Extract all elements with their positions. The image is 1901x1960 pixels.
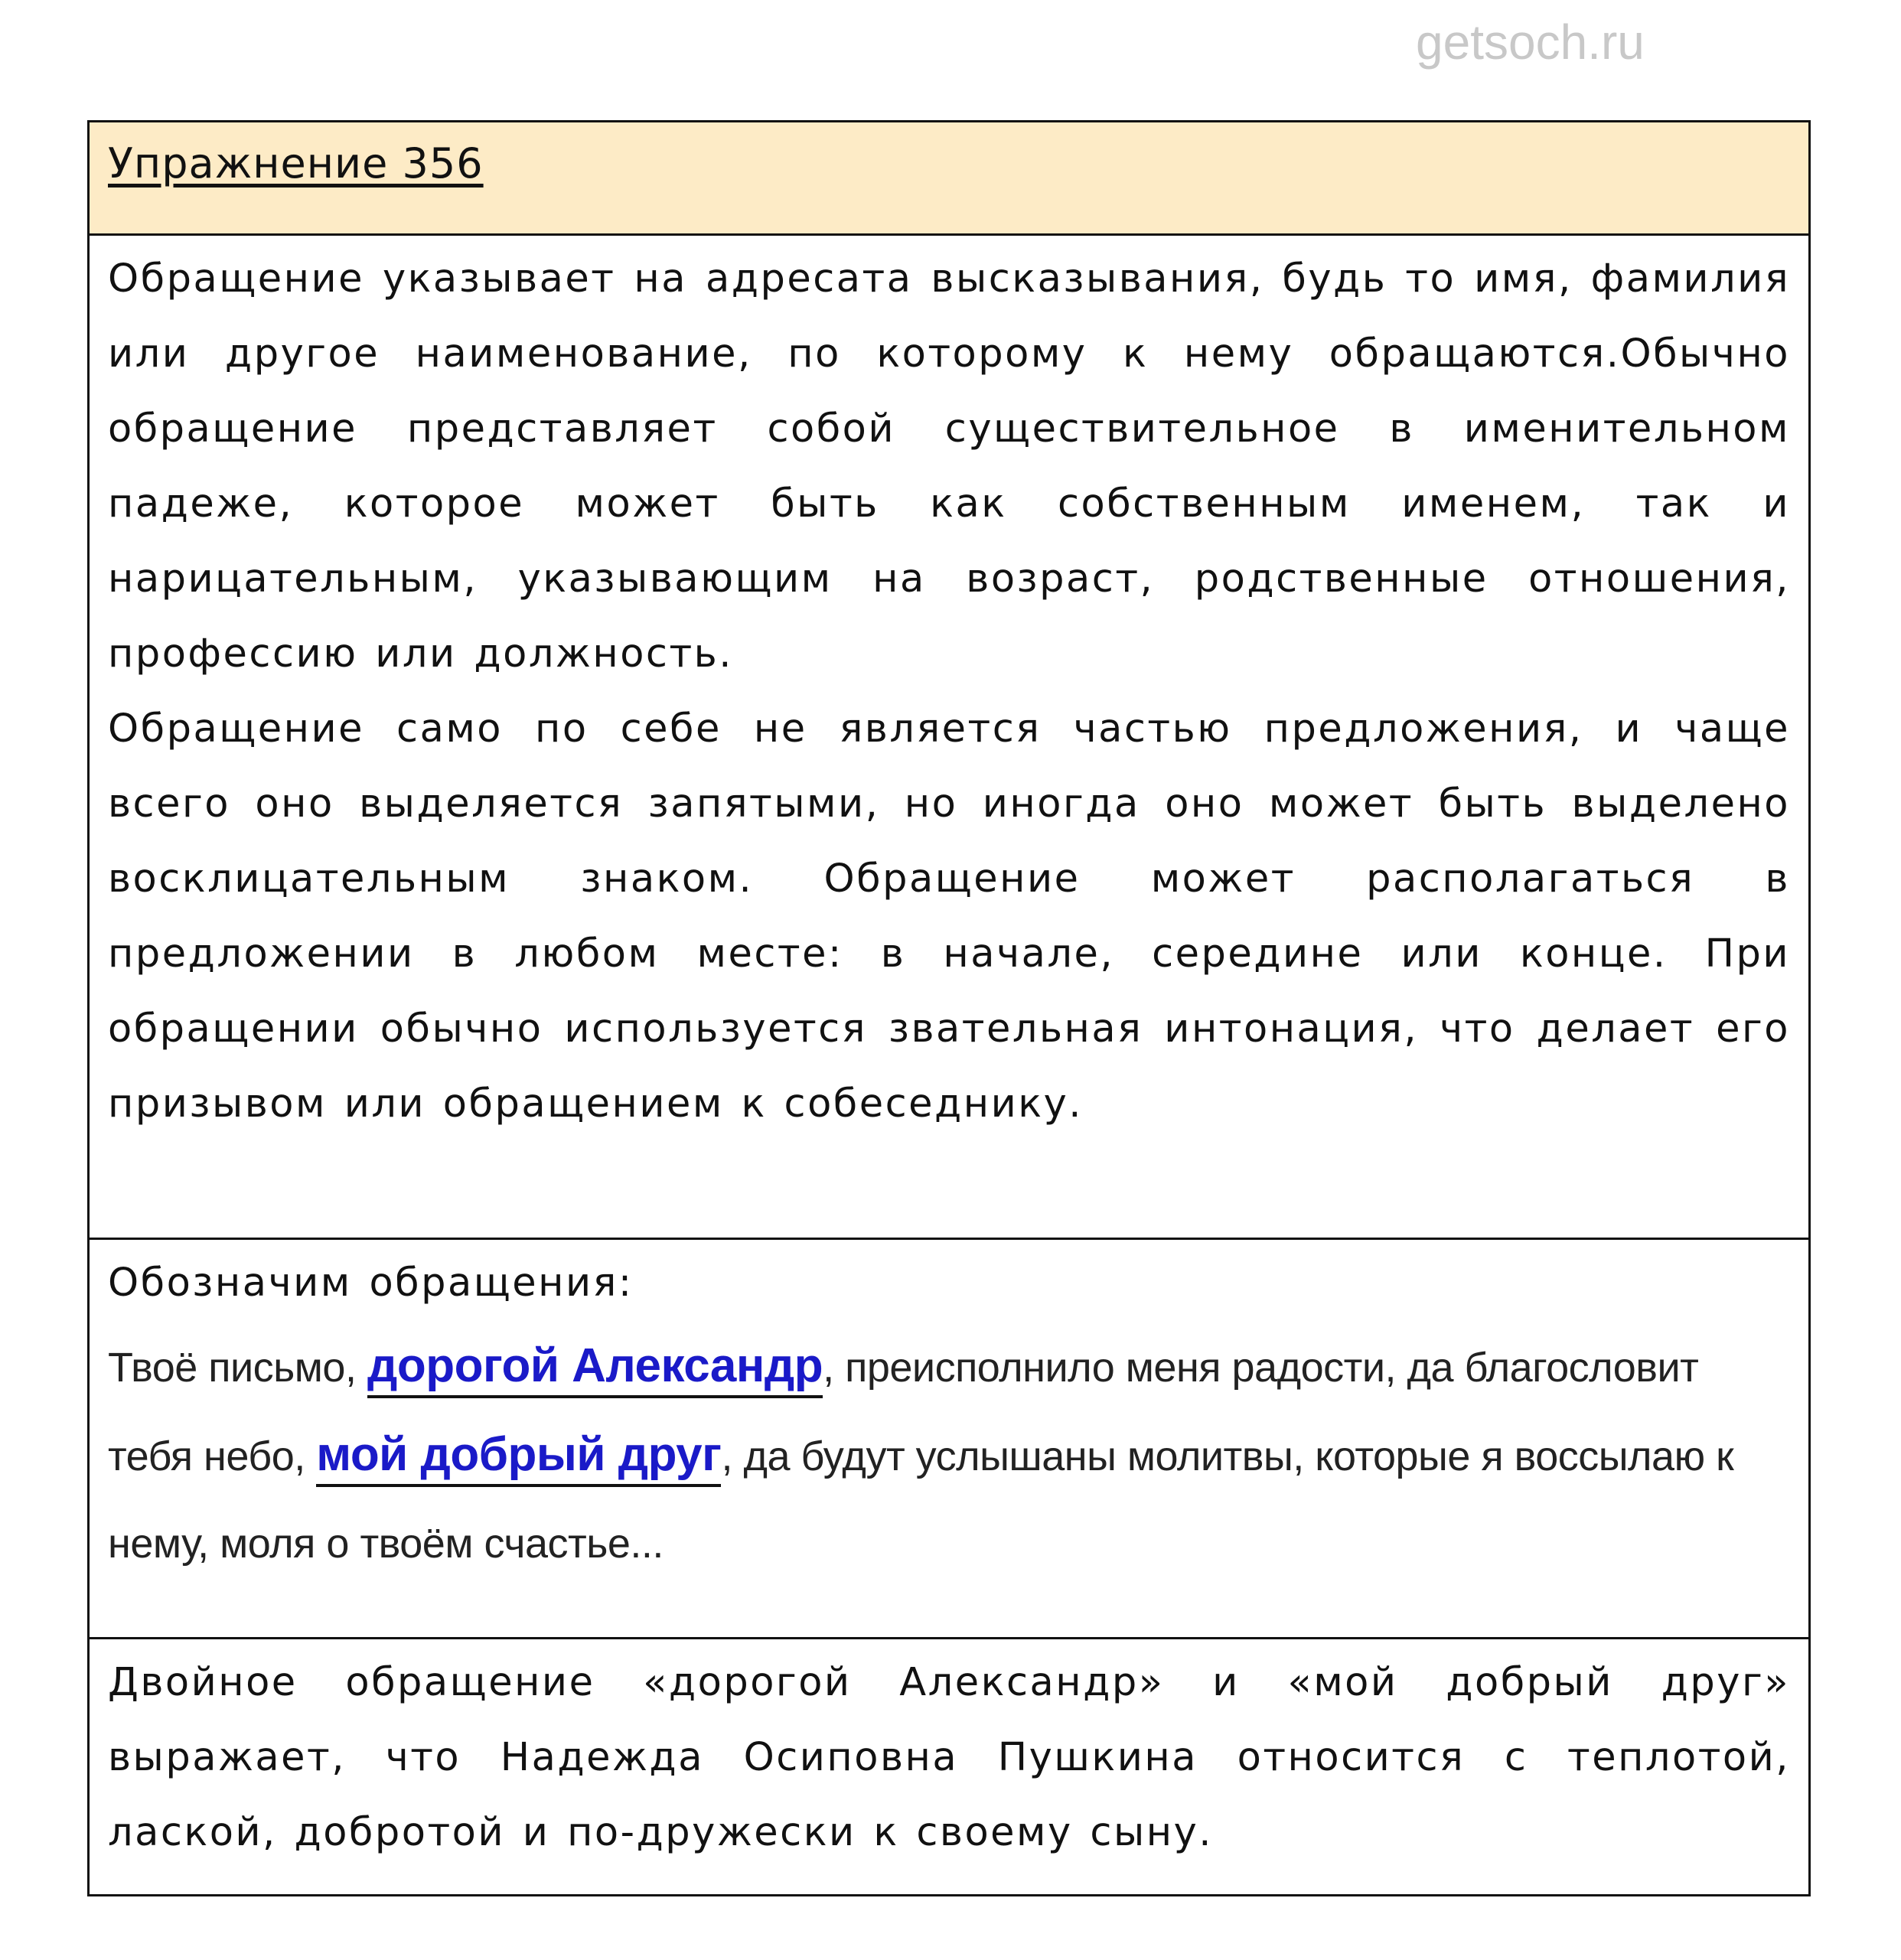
explanation-paragraph-1: Обращение указывает на адресата высказывания, будь то имя, фамилия или другое наименование, по которому к нему обращаются.Обычно обращение представляет собой существительное в именительном падеже, которое может быть как собственным именем, так и нарицательным, указывающим на возраст, родственные отношения, профессию или должность. xyxy=(108,256,1790,677)
marking-cell xyxy=(90,1238,1808,1637)
exercise-title: Упражнение 356 xyxy=(108,139,484,188)
exercise-table xyxy=(87,120,1811,1896)
explanation-paragraph-2: Обращение само по себе не является частью предложения, и чаще всего оно выделяется запятыми, но иногда оно может быть выделено восклицательным знаком. Обращение может располагаться в предложении в любом месте: в начале, середине или конце. При обращении обычно используется звательная интонация, что делает его призывом или обращением к собеседнику. xyxy=(108,706,1790,1127)
explanation-cell xyxy=(90,233,1808,1238)
address-highlight: мой добрый друг xyxy=(316,1428,721,1487)
watermark: getsoch.ru xyxy=(1416,15,1645,70)
marking-intro: Обозначим обращения: xyxy=(108,1260,634,1306)
conclusion-cell xyxy=(90,1637,1808,1894)
quote-text xyxy=(108,1322,1790,1587)
address-highlight: дорогой Александр xyxy=(367,1339,823,1398)
exercise-header xyxy=(90,122,1808,233)
quote-part: , да будут услышаны молитвы, которые я воссылаю к нему, моля о твоём счастье... xyxy=(108,1433,1734,1567)
quote-part: , преисполнило меня радости, да благословит тебя небо, xyxy=(108,1345,1699,1479)
quote-part: Твоё письмо, xyxy=(108,1345,367,1391)
conclusion-text: Двойное обращение «дорогой Александр» и «мой добрый друг» выражает, что Надежда Осиповна Пушкина относится с теплотой, лаской, добротой и по-дружески к своему сыну. xyxy=(108,1660,1790,1855)
